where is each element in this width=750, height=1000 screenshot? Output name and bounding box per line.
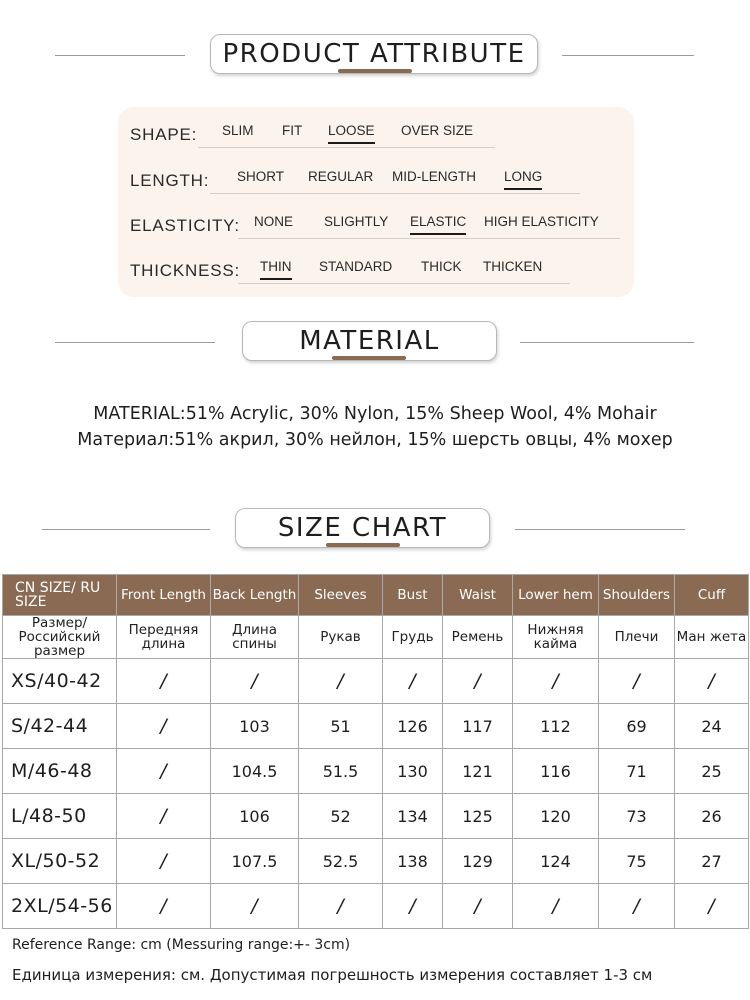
attribute-option bbox=[254, 214, 293, 229]
column-header-en: CN SIZE/ RU SIZE bbox=[3, 575, 117, 616]
table-cell: 69 bbox=[599, 704, 675, 749]
title-accent-bar bbox=[338, 69, 412, 73]
attribute-option-label: STANDARD bbox=[319, 259, 393, 274]
table-cell: / bbox=[513, 659, 599, 704]
column-header-ru: Ман жета bbox=[675, 616, 749, 659]
attribute-option bbox=[410, 214, 466, 229]
divider-left bbox=[55, 55, 185, 56]
column-header-en: Shoulders bbox=[599, 575, 675, 616]
table-cell: 52 bbox=[299, 794, 383, 839]
attribute-row bbox=[118, 163, 634, 193]
attribute-option bbox=[504, 169, 542, 184]
row-underline bbox=[198, 147, 495, 148]
column-header-ru: Рукав bbox=[299, 616, 383, 659]
column-header-en: Sleeves bbox=[299, 575, 383, 616]
table-cell: / bbox=[117, 659, 211, 704]
column-header-ru: Грудь bbox=[383, 616, 443, 659]
table-header-en bbox=[3, 575, 749, 616]
attribute-option bbox=[401, 123, 473, 138]
column-header-en: Bust bbox=[383, 575, 443, 616]
table-cell: 120 bbox=[513, 794, 599, 839]
table-cell: / bbox=[299, 659, 383, 704]
reference-range-ru: Единица измерения: см. Допустимая погрешность измерения составляет 1-3 см bbox=[12, 966, 653, 984]
attribute-row bbox=[118, 253, 634, 283]
table-cell: / bbox=[211, 884, 299, 929]
size-label-cell: 2XL/54-56 bbox=[3, 884, 117, 929]
table-cell: 24 bbox=[675, 704, 749, 749]
size-chart-table bbox=[2, 574, 749, 929]
selected-mark bbox=[328, 142, 375, 145]
attribute-option-label: ELASTIC bbox=[410, 214, 467, 229]
attribute-row bbox=[118, 117, 634, 147]
table-cell: / bbox=[117, 839, 211, 884]
material-composition-ru: Материал:51% акрил, 30% нейлон, 15% шерсть овцы, 4% мохер bbox=[77, 430, 673, 450]
attribute-option-label: LOOSE bbox=[328, 123, 375, 138]
table-cell: / bbox=[443, 659, 513, 704]
table-cell: 130 bbox=[383, 749, 443, 794]
section-title-product-attribute: PRODUCT ATTRIBUTE bbox=[210, 34, 538, 74]
table-cell: / bbox=[443, 884, 513, 929]
reference-range-en: Reference Range: cm (Messuring range:+- 3cm) bbox=[12, 937, 351, 953]
attribute-option bbox=[260, 259, 292, 274]
table-cell: 75 bbox=[599, 839, 675, 884]
row-underline bbox=[238, 283, 570, 284]
attribute-option-label: SLIGHTLY bbox=[324, 214, 389, 229]
section-title-material: MATERIAL bbox=[242, 321, 497, 361]
attribute-option bbox=[484, 214, 599, 229]
table-cell: 125 bbox=[443, 794, 513, 839]
attribute-option-label: OVER SIZE bbox=[401, 123, 474, 138]
attribute-option bbox=[319, 259, 392, 274]
table-cell: 27 bbox=[675, 839, 749, 884]
table-cell: / bbox=[299, 884, 383, 929]
attribute-option bbox=[392, 169, 476, 184]
column-header-ru: Передняя длина bbox=[117, 616, 211, 659]
attribute-option-label: SLIM bbox=[222, 123, 254, 138]
table-cell: 138 bbox=[383, 839, 443, 884]
attribute-option bbox=[222, 123, 254, 138]
table-cell: / bbox=[675, 884, 749, 929]
table-header-ru bbox=[3, 616, 749, 659]
table-cell: 129 bbox=[443, 839, 513, 884]
attribute-label: SHAPE: bbox=[130, 125, 198, 144]
size-label-cell: S/42-44 bbox=[3, 704, 117, 749]
title-accent-bar bbox=[326, 543, 400, 547]
attribute-option bbox=[483, 259, 542, 274]
divider-right bbox=[520, 342, 694, 343]
table-row bbox=[3, 749, 749, 794]
product-attribute-header bbox=[0, 34, 750, 78]
column-header-ru: Плечи bbox=[599, 616, 675, 659]
title-accent-bar bbox=[332, 356, 406, 360]
table-row bbox=[3, 884, 749, 929]
column-header-ru: Размер/ Российский размер bbox=[3, 616, 117, 659]
table-cell: 134 bbox=[383, 794, 443, 839]
table-cell: / bbox=[599, 659, 675, 704]
table-cell: 121 bbox=[443, 749, 513, 794]
divider-left bbox=[55, 342, 215, 343]
attribute-option bbox=[328, 123, 375, 138]
attribute-label: LENGTH: bbox=[130, 171, 210, 190]
table-row bbox=[3, 839, 749, 884]
table-cell: 124 bbox=[513, 839, 599, 884]
row-underline bbox=[238, 238, 620, 239]
table-cell: 117 bbox=[443, 704, 513, 749]
selected-mark bbox=[410, 233, 466, 236]
attribute-option-label: NONE bbox=[254, 214, 294, 229]
attribute-label: THICKNESS: bbox=[130, 261, 241, 280]
size-label-cell: XL/50-52 bbox=[3, 839, 117, 884]
size-label-cell: M/46-48 bbox=[3, 749, 117, 794]
table-cell: / bbox=[211, 659, 299, 704]
table-cell: / bbox=[117, 884, 211, 929]
attribute-option bbox=[237, 169, 284, 184]
table-cell: 107.5 bbox=[211, 839, 299, 884]
table-cell: 73 bbox=[599, 794, 675, 839]
table-cell: 71 bbox=[599, 749, 675, 794]
attribute-option-label: MID-LENGTH bbox=[392, 169, 476, 184]
table-cell: 104.5 bbox=[211, 749, 299, 794]
column-header-ru: Нижняя кайма bbox=[513, 616, 599, 659]
table-cell: 106 bbox=[211, 794, 299, 839]
table-cell: 103 bbox=[211, 704, 299, 749]
column-header-en: Cuff bbox=[675, 575, 749, 616]
table-cell: / bbox=[599, 884, 675, 929]
section-title-size-chart: SIZE CHART bbox=[235, 508, 490, 548]
table-body bbox=[3, 659, 749, 929]
material-header bbox=[0, 321, 750, 365]
attribute-option bbox=[308, 169, 373, 184]
column-header-en: Lower hem bbox=[513, 575, 599, 616]
table-row bbox=[3, 794, 749, 839]
table-cell: / bbox=[117, 704, 211, 749]
selected-mark bbox=[504, 188, 542, 191]
size-label-cell: L/48-50 bbox=[3, 794, 117, 839]
table-cell: / bbox=[117, 794, 211, 839]
attribute-panel bbox=[118, 107, 634, 297]
column-header-en: Back Length bbox=[211, 575, 299, 616]
row-underline bbox=[210, 193, 580, 194]
table-cell: 126 bbox=[383, 704, 443, 749]
column-header-en: Waist bbox=[443, 575, 513, 616]
table-cell: 51.5 bbox=[299, 749, 383, 794]
size-label-cell: XS/40-42 bbox=[3, 659, 117, 704]
table-cell: 116 bbox=[513, 749, 599, 794]
column-header-ru: Длина спины bbox=[211, 616, 299, 659]
material-composition-en: MATERIAL:51% Acrylic, 30% Nylon, 15% Sheep Wool, 4% Mohair bbox=[93, 404, 657, 424]
column-header-ru: Ремень bbox=[443, 616, 513, 659]
table-cell: 52.5 bbox=[299, 839, 383, 884]
table-cell: / bbox=[675, 659, 749, 704]
attribute-option-label: HIGH ELASTICITY bbox=[484, 214, 599, 229]
attribute-option-label: REGULAR bbox=[308, 169, 374, 184]
table-cell: / bbox=[117, 749, 211, 794]
column-header-en: Front Length bbox=[117, 575, 211, 616]
divider-right bbox=[515, 529, 685, 530]
table-cell: 25 bbox=[675, 749, 749, 794]
attribute-option bbox=[421, 259, 462, 274]
attribute-option-label: FIT bbox=[282, 123, 303, 138]
size-chart-header bbox=[0, 508, 750, 552]
attribute-option-label: THIN bbox=[260, 259, 292, 274]
attribute-option-label: THICKEN bbox=[483, 259, 543, 274]
table-row bbox=[3, 704, 749, 749]
table-cell: 26 bbox=[675, 794, 749, 839]
attribute-option bbox=[282, 123, 302, 138]
selected-mark bbox=[260, 278, 292, 281]
attribute-option-label: THICK bbox=[421, 259, 462, 274]
table-row bbox=[3, 659, 749, 704]
table-cell: 112 bbox=[513, 704, 599, 749]
attribute-row bbox=[118, 208, 634, 238]
divider-right bbox=[562, 55, 694, 56]
divider-left bbox=[42, 529, 210, 530]
table-cell: / bbox=[383, 884, 443, 929]
attribute-option bbox=[324, 214, 388, 229]
table-cell: 51 bbox=[299, 704, 383, 749]
attribute-option-label: LONG bbox=[504, 169, 543, 184]
table-cell: / bbox=[383, 659, 443, 704]
attribute-option-label: SHORT bbox=[237, 169, 285, 184]
attribute-label: ELASTICITY: bbox=[130, 216, 240, 235]
table-cell: / bbox=[513, 884, 599, 929]
